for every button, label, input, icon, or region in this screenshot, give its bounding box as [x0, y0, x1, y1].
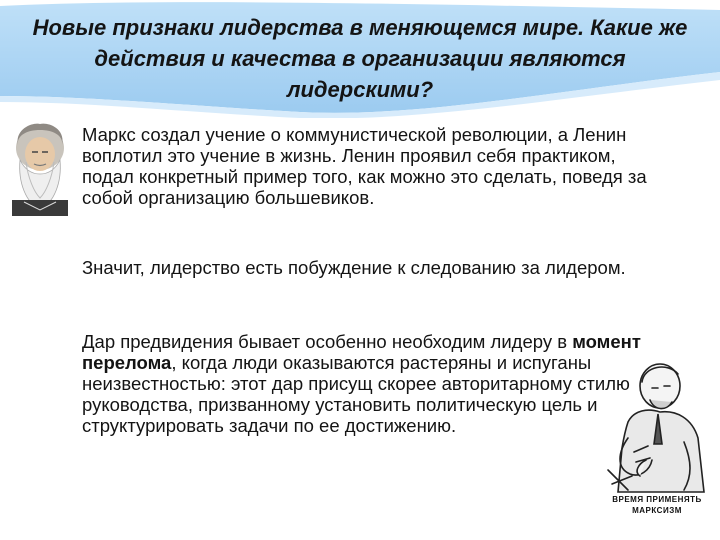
paragraph-foresight [82, 331, 652, 436]
illustration-caption [596, 494, 718, 516]
marx-portrait [4, 118, 76, 216]
paragraph-foresight-start: Дар предвидения бывает особенно необходим лидеру в [82, 331, 573, 352]
paragraph-foresight-end: , когда люди оказываются растеряны и испуганы неизвестностью: этот дар присущ скорее авторитарному стилю руководства, призванному установить политическую цель и структурировать задачи по ее достижению. [82, 352, 630, 436]
paragraph-leadership-definition: Значит, лидерство есть побуждение к следованию за лидером. [82, 257, 626, 278]
paragraph-marx-lenin: Маркс создал учение о коммунистической революции, а Ленин воплотил это учение в жизнь. Ленин проявил себя практиком, подал конкретный пример того, как можно это сделать, поведя за собой организацию большевиков. [82, 124, 647, 208]
caption-line-1: ВРЕМЯ ПРИМЕНЯТЬ [612, 495, 702, 504]
slide-title: Новые признаки лидерства в меняющемся мире. Какие же действия и качества в организации являются лидерскими? [32, 15, 688, 102]
paragraph-foresight-emphasis: момент перелома [82, 331, 641, 373]
caption-line-2: МАРКСИЗМ [632, 506, 682, 515]
